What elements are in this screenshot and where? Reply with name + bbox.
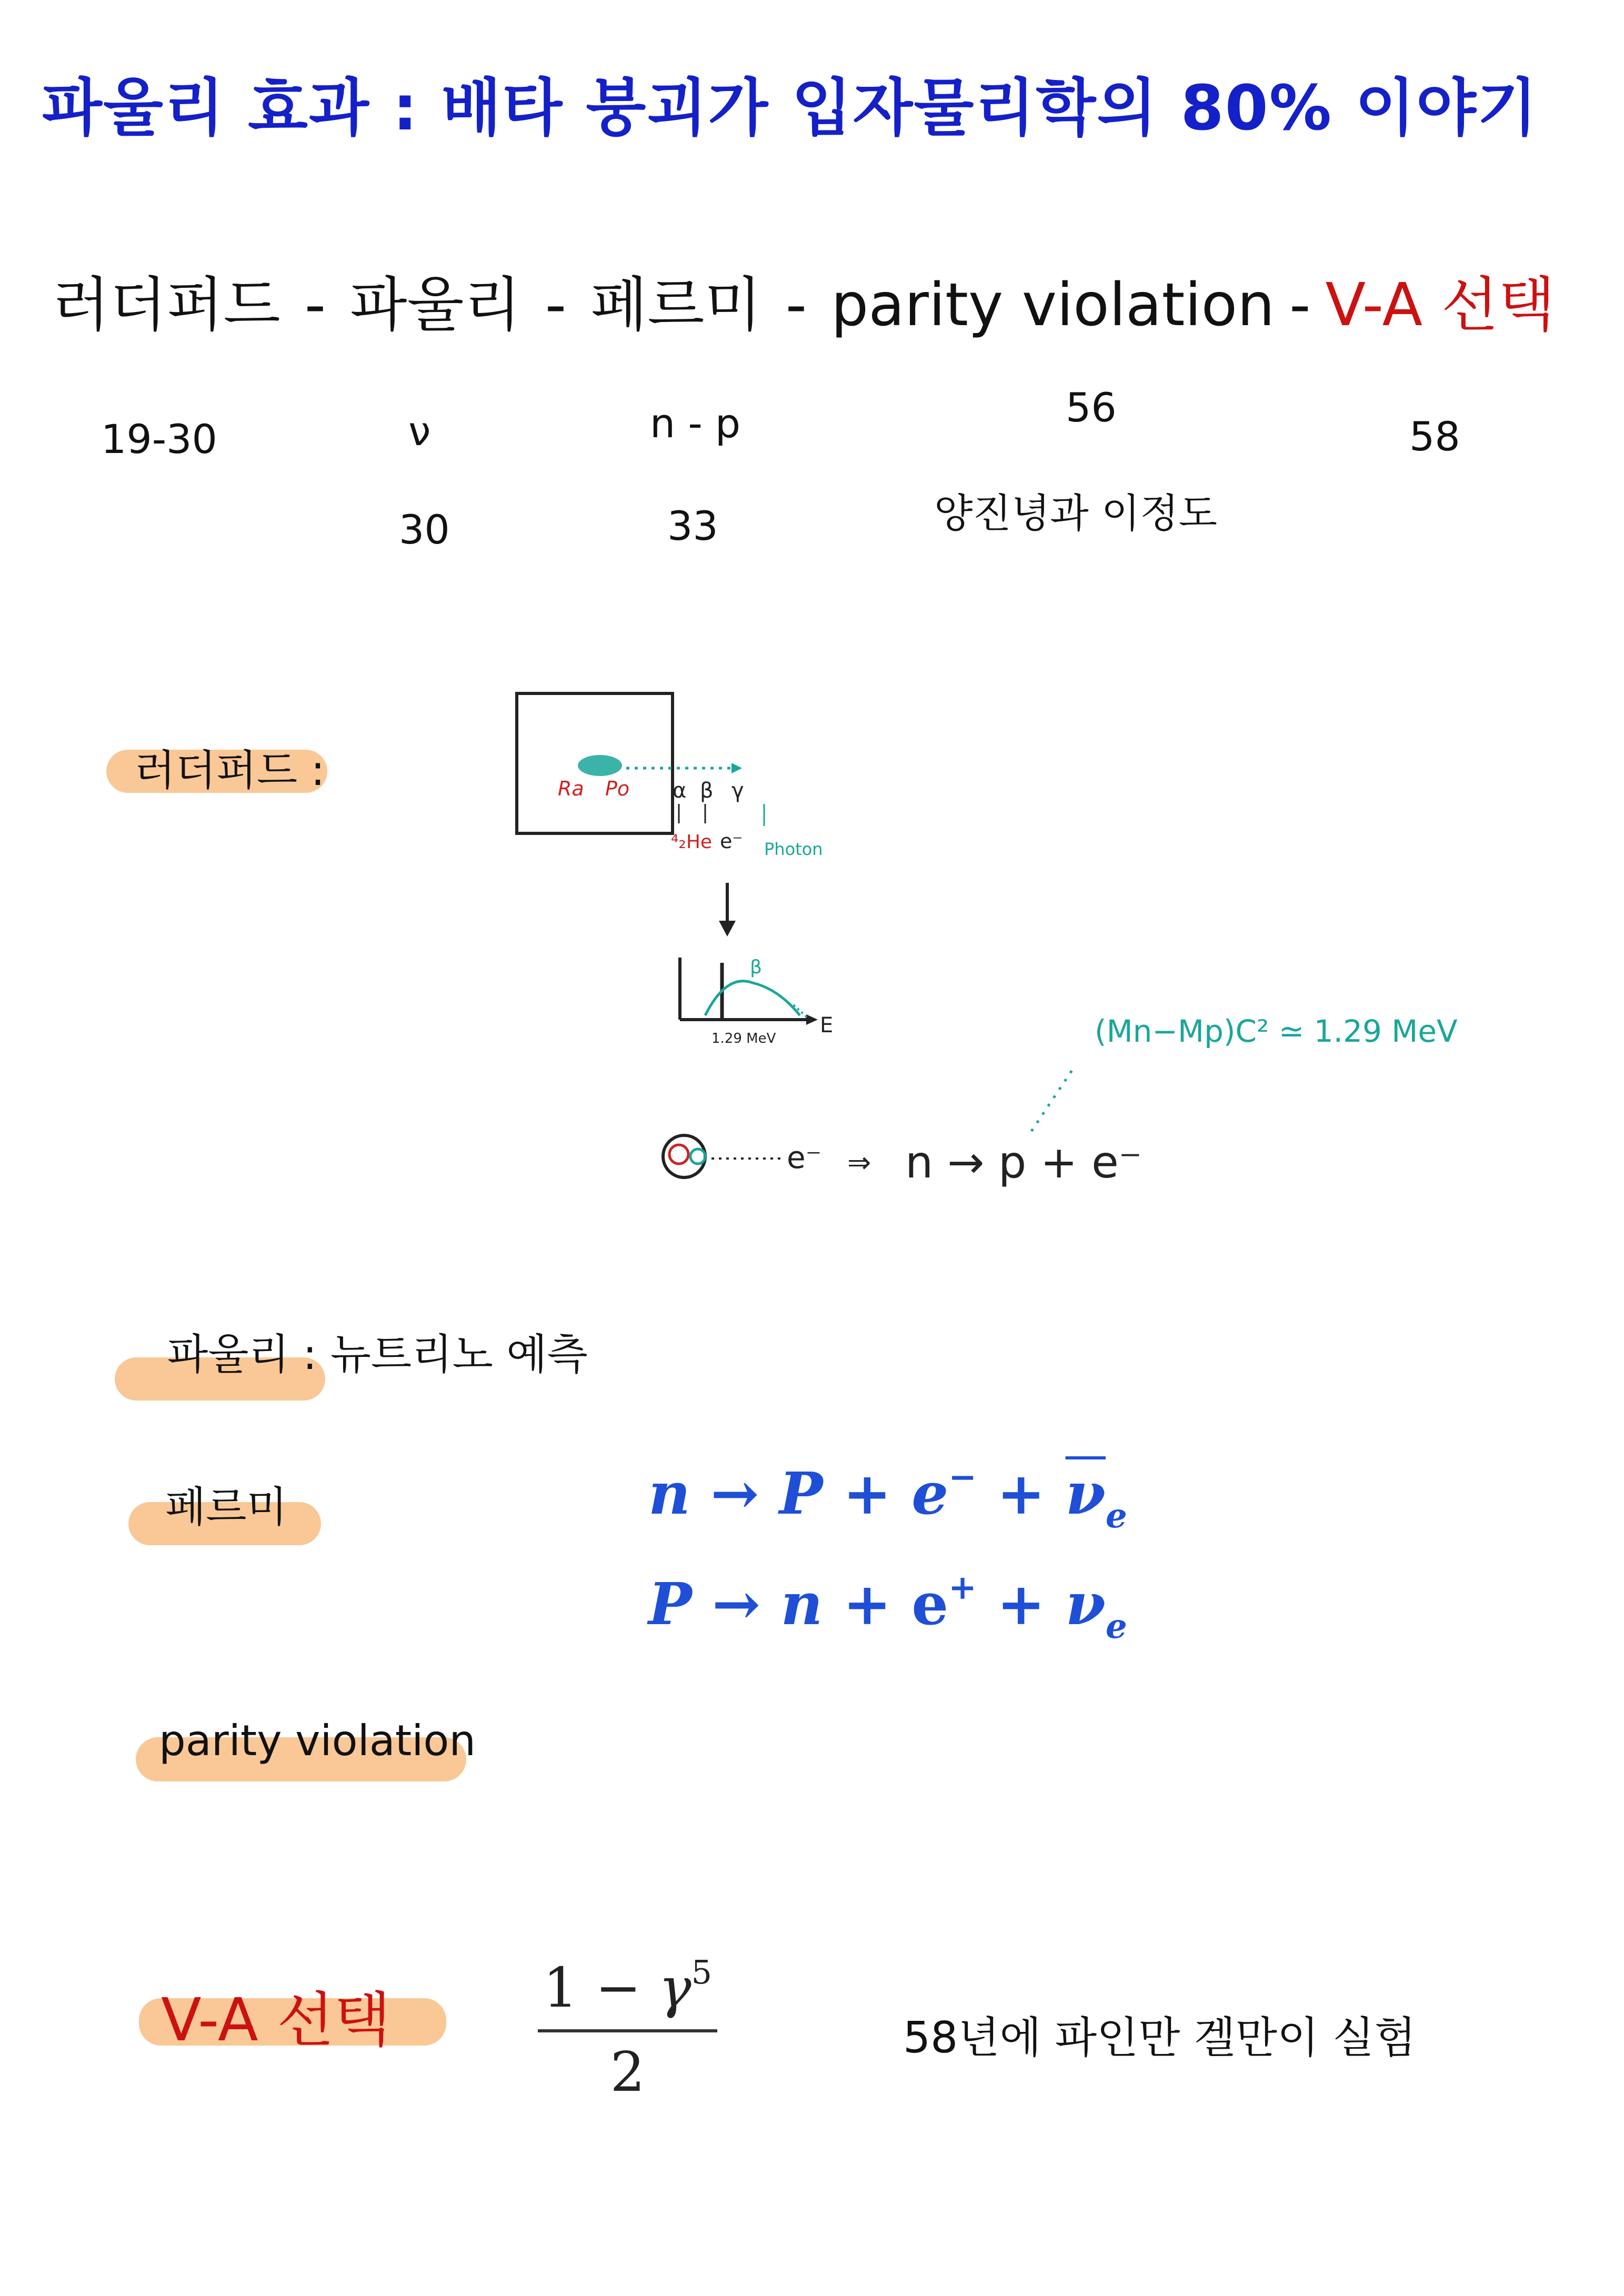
parity-year: 56 [1066, 384, 1117, 431]
source-label-po: Po [605, 777, 630, 800]
pauli-symbol: ν [408, 408, 431, 455]
timeline [53, 258, 1555, 343]
mass-relation: (Mn−Mp)C² ≃ 1.29 MeV [1095, 1013, 1458, 1049]
eq1-electron-charge: − [948, 1457, 977, 1497]
helium-label: ⁴₂He [671, 831, 713, 853]
eq2-proton: P [648, 1570, 692, 1638]
beta-symbol: β [700, 779, 714, 803]
timeline-item-rutherford: 러더퍼드 [53, 271, 280, 339]
eq2-neutron: n [780, 1570, 823, 1638]
source-label-ra: Ra [558, 777, 584, 800]
fermi-reaction: n - p [650, 400, 741, 447]
alpha-symbol: α [673, 779, 687, 803]
timeline-item-pauli: 파울리 [350, 271, 521, 339]
eq2-positron: e [911, 1570, 949, 1638]
eq2-arrow: → [712, 1570, 761, 1638]
photon-label: Photon [764, 839, 823, 859]
emission-arrow-head [731, 763, 742, 773]
rutherford-years: 19-30 [101, 416, 217, 462]
down-arrow-head [719, 921, 736, 936]
timeline-separator: - [304, 271, 326, 339]
timeline-item-parity: parity violation [831, 271, 1275, 339]
timeline-separator: - [545, 271, 567, 339]
eq2-plus: + [843, 1570, 891, 1638]
eq2-plus: + [997, 1570, 1046, 1638]
va-formula-numerator [538, 1953, 717, 2029]
eq2-neutrino-flavor: e [1105, 1607, 1127, 1646]
eq2-positron-charge: + [948, 1568, 977, 1607]
pauli-year: 30 [399, 506, 450, 553]
mass-relation-pointer [1031, 1068, 1074, 1131]
nucleus-core [669, 1145, 688, 1164]
beta-minus-equation [648, 1457, 1127, 1536]
neutron-decay-reaction: n → p + e⁻ [905, 1136, 1142, 1188]
va-gamma-power: 5 [691, 1953, 713, 1991]
eq1-plus: + [997, 1459, 1046, 1527]
fermi-year: 33 [667, 502, 718, 549]
parity-label: parity violation [159, 1716, 476, 1765]
spectrum-beta-label: β [750, 956, 762, 978]
spectrum-axis-label: E [820, 1013, 834, 1038]
eq1-antineutrino: $\overline{\nu}$ [1065, 1459, 1106, 1527]
eq1-neutron: n [648, 1459, 690, 1527]
emitted-electron: e⁻ [787, 1140, 822, 1175]
beta-spectrum-curve [705, 981, 800, 1015]
timeline-item-va: V-A 선택 [1325, 271, 1556, 339]
arrow-glyph: ⇒ [847, 1146, 871, 1179]
parity-people: 양진녕과 이정도 [934, 490, 1218, 537]
va-year: 58 [1409, 413, 1460, 460]
timeline-separator: - [785, 271, 807, 339]
va-gamma: γ [658, 1956, 691, 2020]
electron-label: e⁻ [720, 830, 743, 853]
beta-plus-equation [648, 1568, 1127, 1646]
eq1-electron: e [911, 1459, 949, 1527]
va-note: 58년에 파인만 겔만이 실험 [903, 2013, 1416, 2063]
rutherford-label: 러더퍼드 : [135, 746, 325, 795]
eq1-proton: P [779, 1459, 823, 1527]
energy-tick-label: 1.29 MeV [711, 1031, 776, 1046]
beta-decay-sketch [505, 679, 1458, 1200]
page-title: 파울리 효과 : 배타 붕괴가 입자물리학의 80% 이야기 [42, 72, 1538, 144]
pauli-label: 파울리 : 뉴트리노 예측 [167, 1330, 588, 1379]
fermi-label: 페르미 [165, 1483, 287, 1532]
eq1-antineutrino-flavor: e [1105, 1496, 1127, 1536]
va-label: V-A 선택 [161, 1986, 391, 2055]
va-formula [538, 1953, 717, 2104]
timeline-separator: - [1289, 271, 1311, 339]
va-numerator-text: 1 − [543, 1956, 659, 2020]
radioactive-sample [578, 755, 622, 776]
emitted-particle [690, 1149, 705, 1164]
eq1-plus: + [843, 1459, 891, 1527]
eq2-neutrino: ν [1065, 1570, 1106, 1638]
va-formula-denominator: 2 [610, 2040, 645, 2104]
eq1-arrow: → [710, 1459, 759, 1527]
timeline-item-fermi: 페르미 [590, 271, 761, 339]
gamma-symbol: γ [731, 779, 744, 803]
spectrum-axis-arrow [806, 1014, 818, 1025]
